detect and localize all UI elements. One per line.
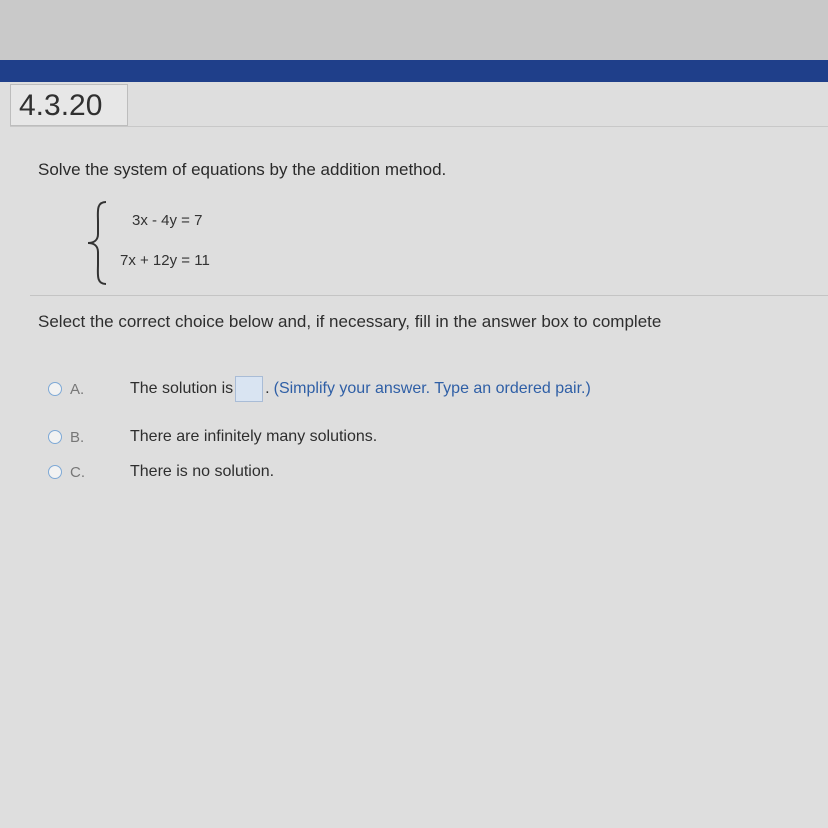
choice-a-period: . [265,380,270,397]
navigation-bar [0,60,828,82]
choice-c-text: There is no solution. [130,463,275,480]
instruction-text: Select the correct choice below and, if necessary, fill in the answer box to complete [38,312,662,331]
header-divider [128,126,828,127]
question-prompt: Solve the system of equations by the addition method. [38,160,447,179]
choice-a[interactable] [40,377,591,401]
equation-1: 3x - 4y = 7 [132,212,203,229]
radio-a[interactable] [48,382,62,396]
answer-input[interactable] [235,376,263,402]
choice-a-text: The solution is [130,380,234,397]
equation-2: 7x + 12y = 11 [120,252,210,269]
radio-b[interactable] [48,430,62,444]
header-divider-left [10,126,128,127]
choice-a-hint: (Simplify your answer. Type an ordered pair.) [273,380,591,397]
choice-b-text: There are infinitely many solutions. [130,428,378,445]
radio-c[interactable] [48,465,62,479]
window-top-area [0,0,828,60]
choice-b-letter: B. [70,428,85,446]
section-divider [30,295,828,296]
choice-b[interactable] [40,425,377,449]
brace-icon [84,200,114,286]
choice-a-letter: A. [70,380,85,398]
choice-c[interactable] [40,460,274,484]
choice-c-letter: C. [70,463,85,481]
problem-id: 4.3.20 [10,84,128,126]
